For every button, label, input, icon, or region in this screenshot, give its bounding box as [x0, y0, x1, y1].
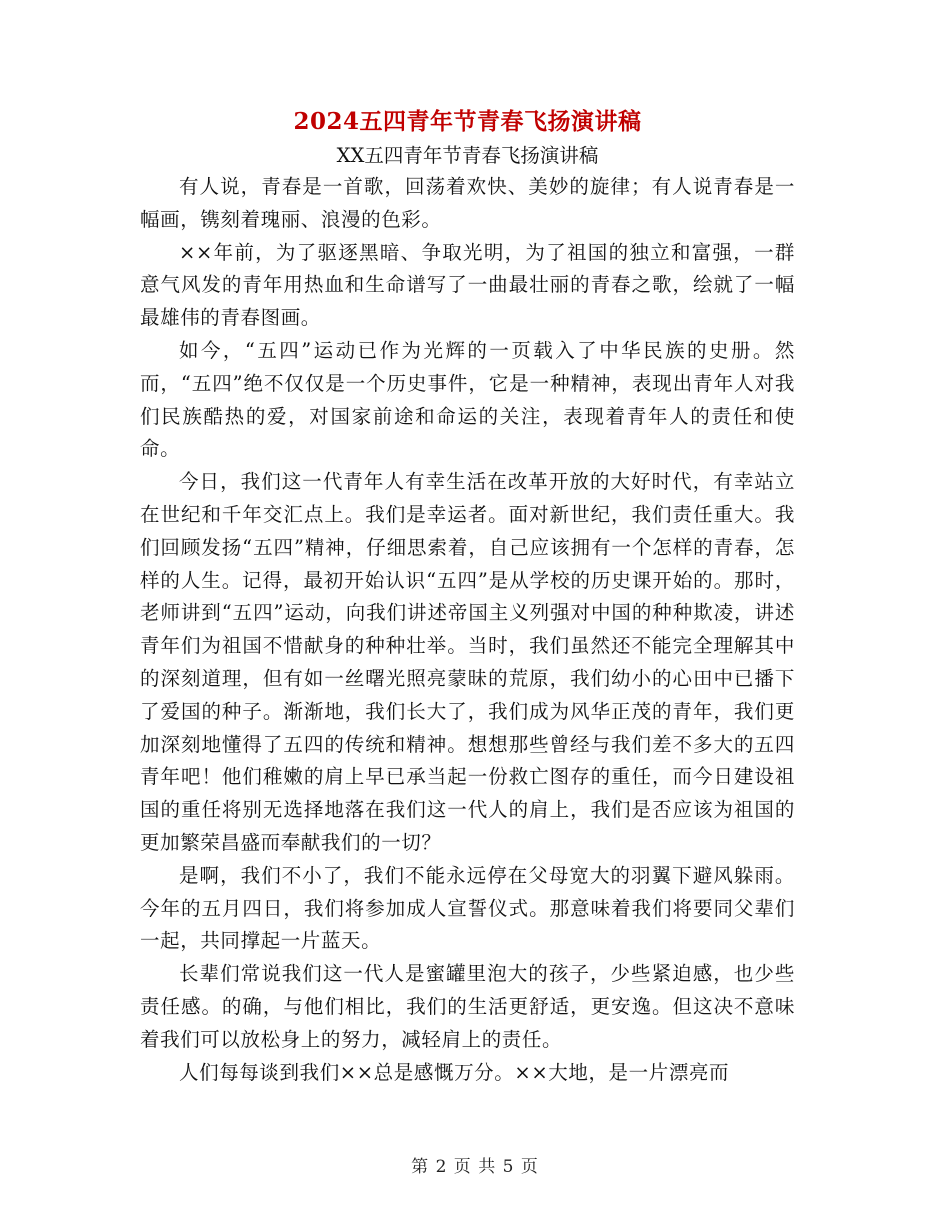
paragraph-1: 有人说，青春是一首歌，回荡着欢快、美妙的旋律；有人说青春是一幅画，镌刻着瑰丽、浪漫的色彩。 [140, 175, 795, 231]
paragraph-7: 人们每每谈到我们××总是感慨万分。××大地，是一片漂亮而 [179, 1060, 730, 1084]
document-subtitle: XX五四青年节青春飞扬演讲稿 [336, 144, 599, 167]
paragraph-5: 是啊，我们不小了，我们不能永远停在父母宽大的羽翼下避风躲雨。今年的五月四日，我们将参加成人宣誓仪式。那意味着我们将要同父辈们一起，共同撑起一片蓝天。 [140, 863, 795, 953]
paragraph-2: ××年前，为了驱逐黑暗、争取光明，为了祖国的独立和富强，一群意气风发的青年用热血和生命谱写了一曲最壮丽的青春之歌，绘就了一幅最雄伟的青春图画。 [140, 240, 795, 330]
paragraph-3: 如今，“五四”运动已作为光辉的一页载入了中华民族的史册。然而，“五四”绝不仅仅是一个历史事件，它是一种精神，表现出青年人对我们民族酷热的爱，对国家前途和命运的关注，表现着青年人的责任和使命。 [140, 338, 795, 461]
document-title: 2024五四青年节青春飞扬演讲稿 [293, 108, 642, 135]
paragraph-6: 长辈们常说我们这一代人是蜜罐里泡大的孩子，少些紧迫感，也少些责任感。的确，与他们相比，我们的生活更舒适，更安逸。但这决不意味着我们可以放松身上的努力，减轻肩上的责任。 [140, 962, 795, 1051]
paragraph-4: 今日，我们这一代青年人有幸生活在改革开放的大好时代，有幸站立在世纪和千年交汇点上。我们是幸运者。面对新世纪，我们责任重大。我们回顾发扬“五四”精神，仔细思索着，自己应该拥有一个怎样的青春，怎样的人生。记得，最初开始认识“五四”是从学校的历史课开始的。那时，老师讲到“五四”运动，向我们讲述帝国主义列强对中国的种种欺凌，讲述青年们为祖国不惜献身的种种壮举。当时，我们虽然还不能完全理解其中的深刻道理，但有如一丝曙光照亮蒙昧的荒原，我们幼小的心田中已播下了爱国的种子。渐渐地，我们长大了，我们成为风华正茂的青年，我们更加深刻地懂得了五四的传统和精神。想想那些曾经与我们差不多大的五四青年吧！他们稚嫩的肩上早已承当起一份救亡图存的重任，而今日建设祖国的重任将别无选择地落在我们这一代人的肩上，我们是否应该为祖国的更加繁荣昌盛而奉献我们的一切？ [140, 470, 795, 854]
page-number-footer: 第 2 页 共 5 页 [411, 1157, 539, 1177]
document-page [140, 105, 795, 1089]
